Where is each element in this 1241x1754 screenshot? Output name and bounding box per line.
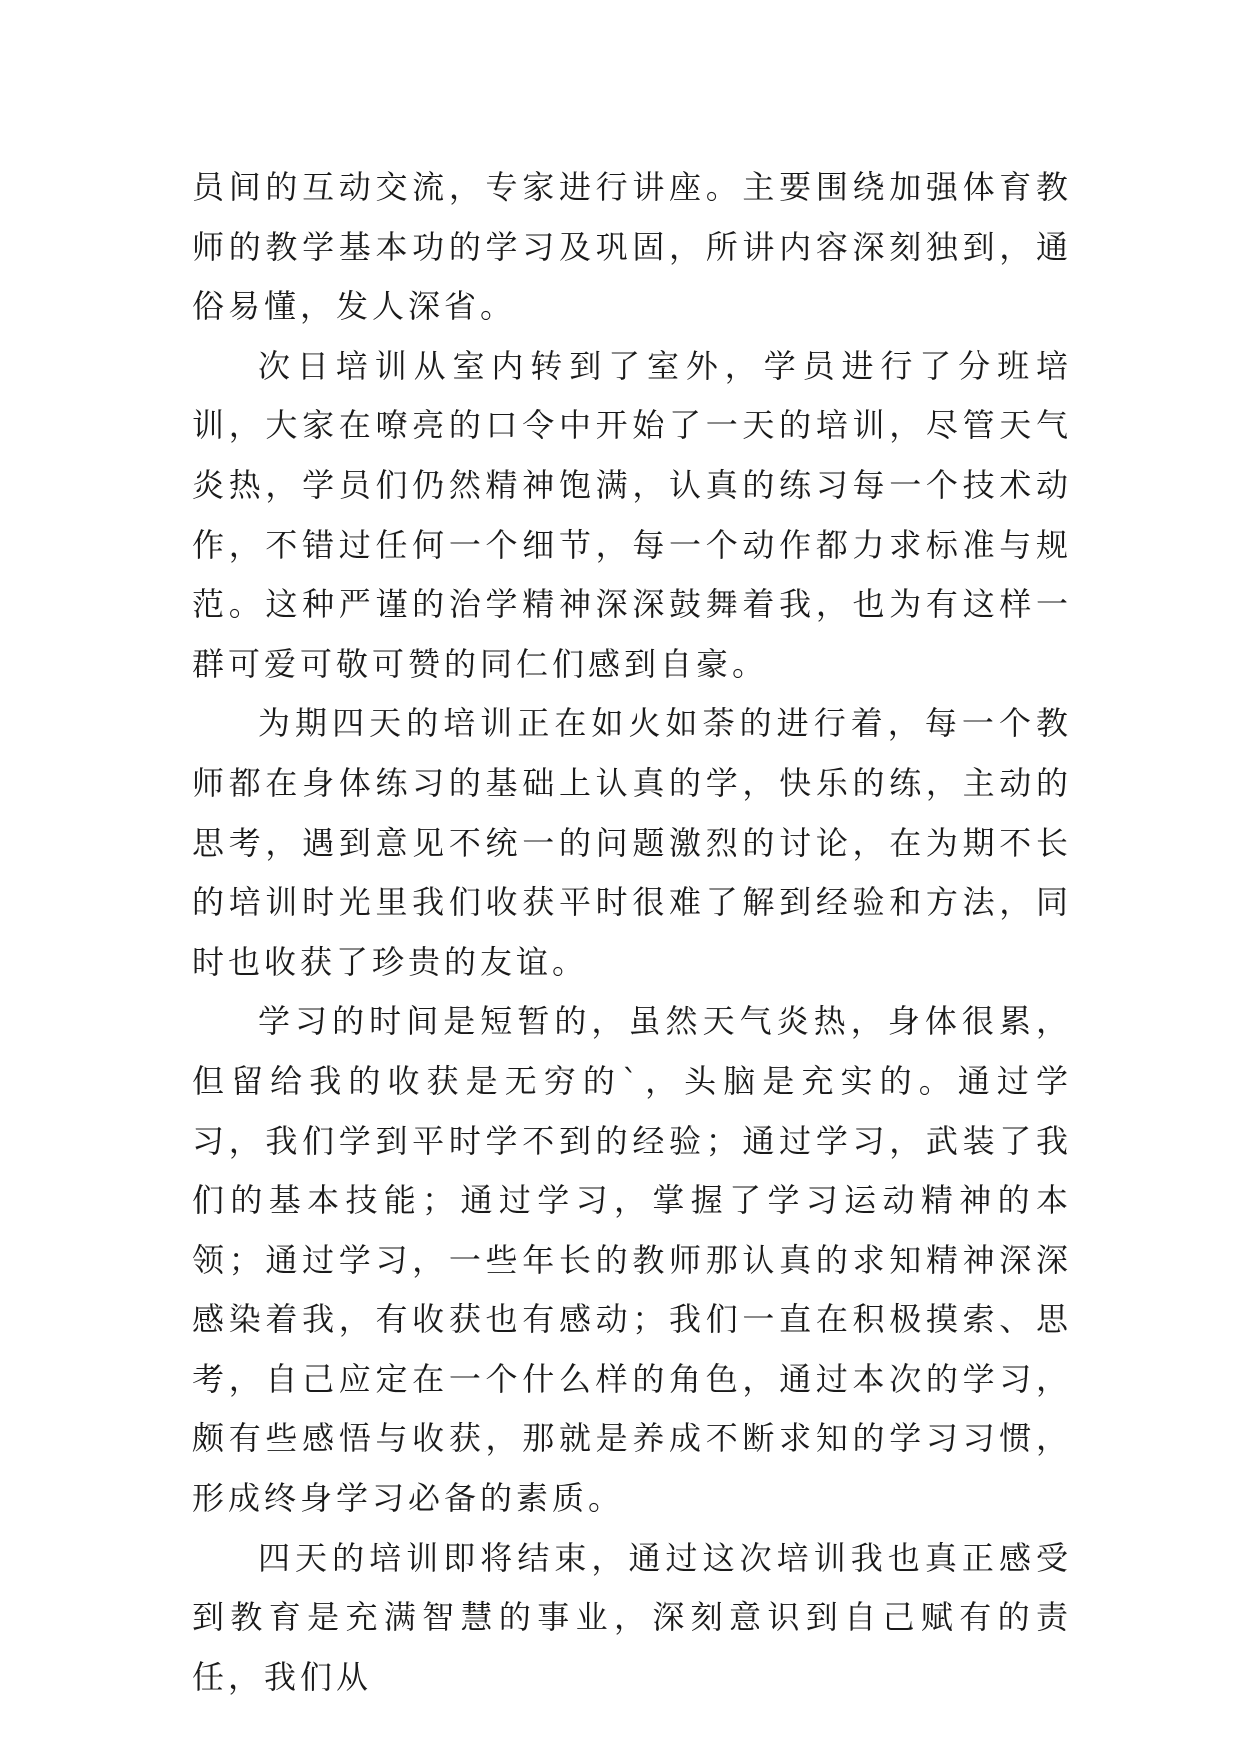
paragraph-1: 员间的互动交流，专家进行讲座。主要围绕加强体育教师的教学基本功的学习及巩固，所讲内容深刻独到，通俗易懂，发人深省。 bbox=[192, 168, 1072, 326]
paragraph-3: 为期四天的培训正在如火如荼的进行着，每一个教师都在身体练习的基础上认真的学，快乐的练，主动的思考，遇到意见不统一的问题激烈的讨论，在为期不长的培训时光里我们收获平时很难了解到经验和方法，同时也收获了珍贵的友谊。 bbox=[192, 704, 1072, 981]
paragraph-2: 次日培训从室内转到了室外，学员进行了分班培训，大家在嘹亮的口令中开始了一天的培训，尽管天气炎热，学员们仍然精神饱满，认真的练习每一个技术动作，不错过任何一个细节，每一个动作都力求标准与规范。这种严谨的治学精神深深鼓舞着我，也为有这样一群可爱可敬可赞的同仁们感到自豪。 bbox=[192, 346, 1072, 683]
paragraph-5: 四天的培训即将结束，通过这次培训我也真正感受到教育是充满智慧的事业，深刻意识到自己赋有的责任，我们从 bbox=[192, 1538, 1072, 1696]
paragraph-4: 学习的时间是短暂的，虽然天气炎热，身体很累，但留给我的收获是无穷的`，头脑是充实的。通过学习，我们学到平时学不到的经验；通过学习，武装了我们的基本技能；通过学习，掌握了学习运动精神的本领；通过学习，一些年长的教师那认真的求知精神深深感染着我，有收获也有感动；我们一直在积极摸索、思考，自己应定在一个什么样的角色，通过本次的学习，颇有些感悟与收获，那就是养成不断求知的学习习惯，形成终身学习必备的素质。 bbox=[192, 1002, 1072, 1518]
body-text bbox=[192, 158, 1072, 1707]
